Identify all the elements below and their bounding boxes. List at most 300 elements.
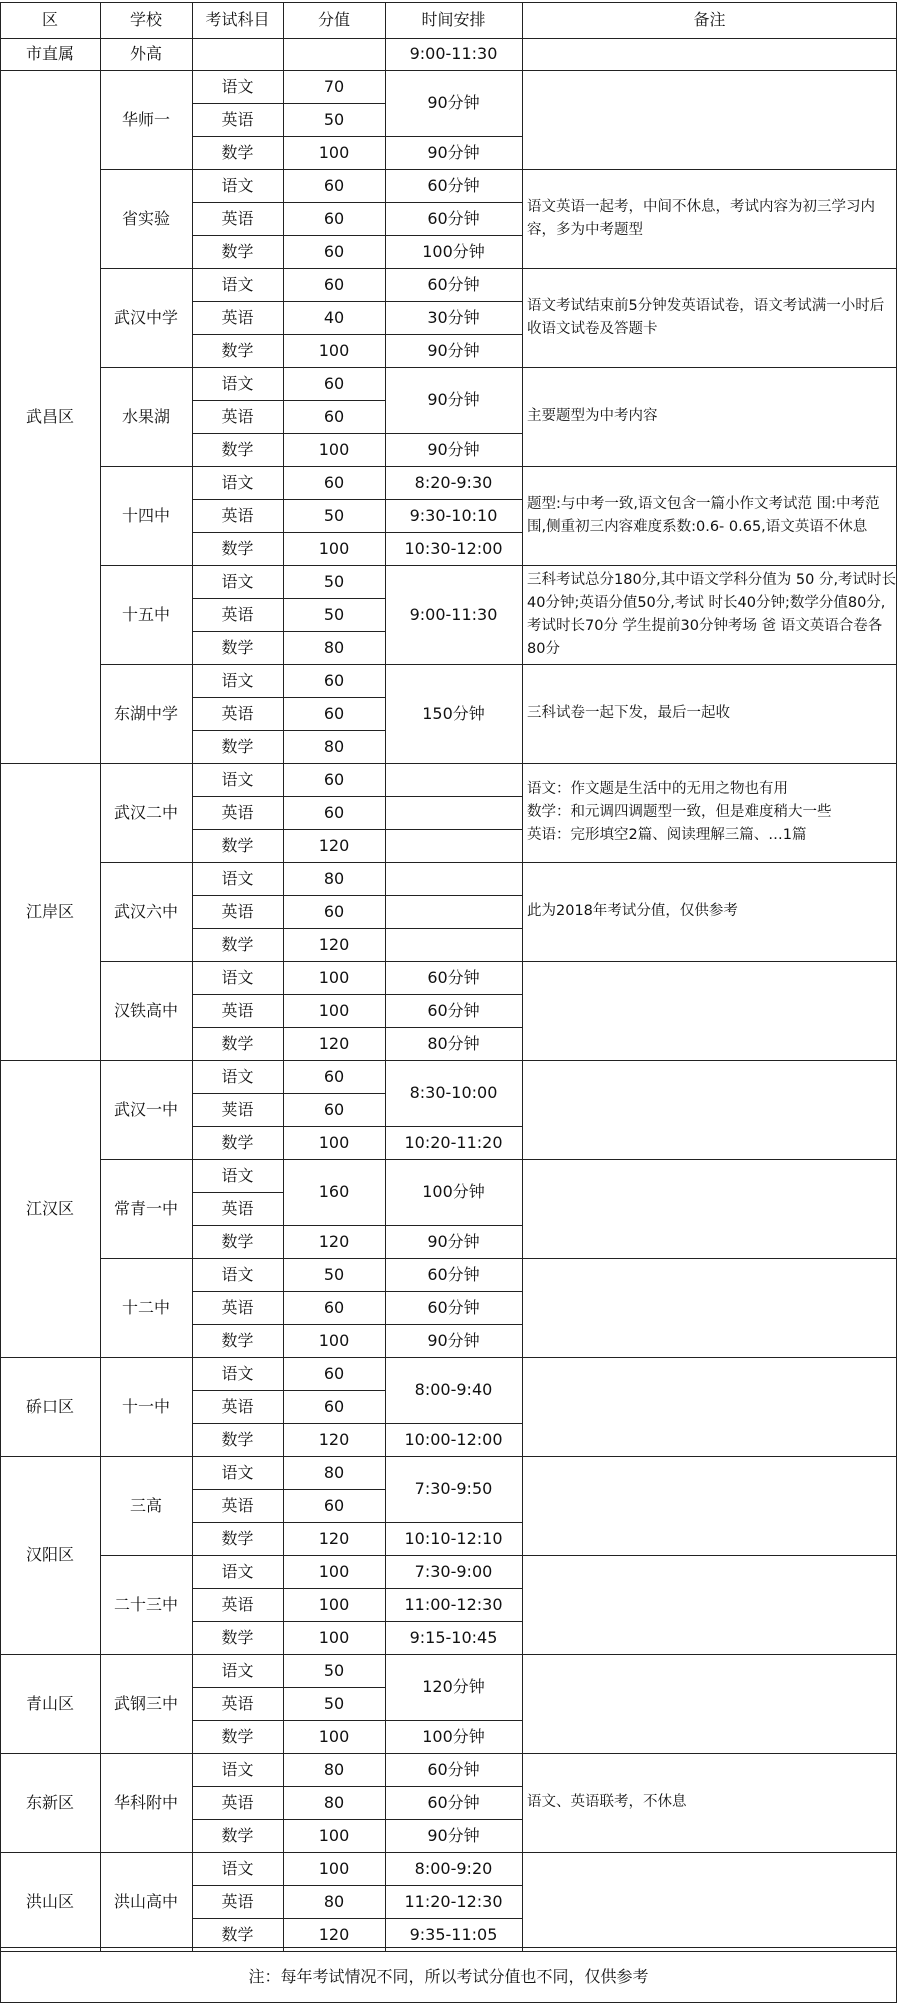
- table-rule: [192, 301, 283, 302]
- table-rule: [283, 1720, 385, 1721]
- note-cell: [523, 367, 897, 466]
- table-rule: [192, 1390, 283, 1391]
- table-rule: [192, 1489, 283, 1490]
- table-rule: [192, 1192, 283, 1193]
- subject-cell: 英语: [221, 505, 254, 525]
- score-cell: 60: [323, 1099, 345, 1119]
- subject-cell: 语文: [221, 571, 254, 591]
- time-cell: 90分钟: [427, 439, 480, 459]
- table-rule: [192, 1819, 283, 1820]
- district-cell: 硚口区: [25, 1396, 74, 1416]
- subject-cell: 语文: [221, 1264, 254, 1284]
- subject-cell: 数学: [221, 1330, 254, 1350]
- score-cell: 100: [318, 538, 350, 558]
- table-rule: [283, 1918, 385, 1919]
- time-cell: 60分钟: [427, 175, 480, 195]
- score-cell: 60: [323, 1495, 345, 1515]
- school-cell: 二十三中: [113, 1594, 178, 1614]
- subject-cell: 语文: [221, 1561, 254, 1581]
- table-rule: [283, 136, 385, 137]
- score-cell: 60: [323, 373, 345, 393]
- table-rule: [100, 1159, 897, 1160]
- table-rule: [283, 400, 385, 401]
- school-cell: 华师一: [121, 109, 170, 129]
- score-cell: 60: [323, 1297, 345, 1317]
- table-rule: [100, 565, 897, 566]
- subject-cell: 数学: [221, 1033, 254, 1053]
- school-cell: 汉铁高中: [113, 1000, 178, 1020]
- school-cell: 武汉六中: [113, 901, 178, 921]
- score-cell: 100: [318, 1858, 350, 1878]
- note-cell: [523, 565, 897, 664]
- table-rule: [192, 1786, 283, 1787]
- subject-cell: 数学: [221, 1825, 254, 1845]
- table-rule: [192, 136, 283, 137]
- score-cell: 50: [323, 1660, 345, 1680]
- table-rule: [385, 1225, 522, 1226]
- subject-cell: 英语: [221, 1495, 254, 1515]
- school-cell: 十五中: [121, 604, 170, 624]
- table-rule: [385, 433, 522, 434]
- score-cell: 60: [323, 472, 345, 492]
- time-cell: 8:30-10:00: [409, 1083, 498, 1102]
- subject-cell: 数学: [221, 835, 254, 855]
- subject-cell: 英语: [221, 1396, 254, 1416]
- subject-cell: 数学: [221, 1627, 254, 1647]
- table-rule: [283, 103, 385, 104]
- note-cell-text: 此为2018年考试分值，仅供参考: [527, 903, 738, 919]
- score-cell: 80: [323, 637, 345, 657]
- district-cell: 市直属: [25, 44, 74, 63]
- score-cell: 60: [323, 901, 345, 921]
- table-rule: [283, 1885, 385, 1886]
- table-rule: [192, 994, 283, 995]
- note-line: 英语：完形填空2篇、阅读理解三篇、…1篇: [527, 827, 807, 843]
- time-cell: 90分钟: [427, 93, 480, 112]
- subject-cell: 英语: [221, 703, 254, 723]
- note-cell-text: 三科试卷一起下发，最后一起收: [527, 705, 730, 721]
- subject-cell: 数学: [221, 340, 254, 360]
- score-cell: 100: [318, 1594, 350, 1614]
- score-cell: 70: [323, 76, 345, 96]
- school-cell: 十四中: [121, 505, 170, 525]
- subject-cell: 数学: [221, 538, 254, 558]
- score-cell: 120: [318, 1924, 350, 1944]
- school-cell: 三高: [129, 1495, 162, 1515]
- time-cell: 60分钟: [427, 1000, 480, 1020]
- time-cell: 30分钟: [427, 307, 480, 327]
- subject-cell: 英语: [221, 1000, 254, 1020]
- table-rule: [192, 829, 283, 830]
- score-cell: 100: [318, 1627, 350, 1647]
- note-cell-text: 语文、英语联考，不休息: [527, 1794, 687, 1810]
- table-rule: [100, 2, 101, 1951]
- table-rule: [283, 235, 385, 236]
- table-rule: [100, 367, 897, 368]
- table-rule: [385, 1126, 522, 1127]
- table-rule: [283, 598, 385, 599]
- subject-cell: 语文: [221, 769, 254, 789]
- table-rule: [283, 829, 385, 830]
- table-rule: [385, 1885, 522, 1886]
- score-cell: 60: [323, 241, 345, 261]
- time-cell: 11:20-12:30: [404, 1891, 503, 1911]
- table-rule: [522, 2, 523, 1951]
- time-cell: 150分钟: [422, 703, 485, 723]
- table-rule: [192, 103, 283, 104]
- table-rule: [192, 1324, 283, 1325]
- header-time: 时间安排: [421, 10, 486, 29]
- table-rule: [385, 235, 522, 236]
- subject-cell: 荚语: [221, 1099, 254, 1119]
- table-rule: [192, 235, 283, 236]
- table-rule: [283, 1489, 385, 1490]
- score-cell: 60: [323, 670, 345, 690]
- table-rule: [385, 796, 522, 797]
- table-rule: [283, 2, 284, 1951]
- subject-cell: 数学: [221, 1132, 254, 1152]
- table-rule: [192, 2, 193, 1951]
- table-rule: [192, 1918, 283, 1919]
- table-rule: [283, 730, 385, 731]
- table-rule: [283, 928, 385, 929]
- school-cell: 十二中: [121, 1297, 170, 1317]
- score-cell: 60: [323, 274, 345, 294]
- subject-cell: 语文: [221, 1462, 254, 1482]
- school-cell: 东湖中学: [113, 703, 178, 723]
- table-rule: [192, 532, 283, 533]
- subject-cell: 英语: [221, 1297, 254, 1317]
- table-rule: [283, 1786, 385, 1787]
- table-rule: [100, 1357, 897, 1358]
- table-rule: [283, 1522, 385, 1523]
- table-rule: [0, 38, 897, 39]
- score-cell: 100: [318, 1726, 350, 1746]
- table-rule: [283, 1819, 385, 1820]
- table-rule: [192, 1687, 283, 1688]
- table-rule: [385, 1423, 522, 1424]
- time-cell: 90分钟: [427, 1330, 480, 1350]
- time-cell: 7:30-9:00: [414, 1561, 493, 1581]
- table-rule: [385, 1918, 522, 1919]
- table-rule: [192, 433, 283, 434]
- table-rule: [283, 1027, 385, 1028]
- table-rule: [385, 1720, 522, 1721]
- time-cell: 90分钟: [427, 1231, 480, 1251]
- table-rule: [192, 1027, 283, 1028]
- subject-cell: 英语: [221, 1792, 254, 1812]
- subject-cell: 语文: [221, 373, 254, 393]
- score-cell: 40: [323, 307, 345, 327]
- district-cell: 武昌区: [25, 406, 74, 426]
- table-rule: [283, 499, 385, 500]
- score-cell: 100: [318, 439, 350, 459]
- score-cell: 100: [318, 1825, 350, 1845]
- subject-cell: 数学: [221, 1528, 254, 1548]
- score-cell: 120: [318, 934, 350, 954]
- subject-cell: 英语: [221, 1198, 254, 1218]
- score-cell: 120: [318, 1231, 350, 1251]
- note-cell: [523, 1753, 897, 1852]
- district-cell: 东新区: [25, 1792, 74, 1812]
- district-cell: 江汉区: [25, 1198, 74, 1218]
- time-cell: 60分钟: [427, 1264, 480, 1284]
- score-cell: 50: [323, 571, 345, 591]
- district-cell: 洪山区: [25, 1891, 74, 1911]
- note-line: 语文：作文题是生活中的无用之物也有用: [527, 781, 788, 797]
- school-cell: 武钢三中: [113, 1693, 178, 1713]
- school-cell: 常青一中: [113, 1198, 178, 1218]
- table-rule: [192, 631, 283, 632]
- score-cell: 80: [323, 1759, 345, 1779]
- subject-cell: 数学: [221, 142, 254, 162]
- subject-cell: 语文: [221, 670, 254, 690]
- score-cell: 60: [323, 1396, 345, 1416]
- table-rule: [385, 499, 522, 500]
- score-cell: 120: [318, 1528, 350, 1548]
- header-score: 分值: [317, 10, 350, 29]
- table-rule: [0, 2, 1, 1951]
- score-cell: 100: [318, 1561, 350, 1581]
- score-cell: 80: [323, 1891, 345, 1911]
- table-rule: [100, 763, 897, 764]
- table-rule: [283, 697, 385, 698]
- table-rule: [283, 1588, 385, 1589]
- table-rule: [192, 202, 283, 203]
- table-rule: [192, 730, 283, 731]
- note-cell-text: 主要题型为中考内容: [527, 408, 658, 424]
- table-rule: [283, 1225, 385, 1226]
- school-cell: 外高: [129, 44, 162, 63]
- table-rule: [192, 400, 283, 401]
- table-rule: [385, 532, 522, 533]
- score-cell: 120: [318, 835, 350, 855]
- table-rule: [283, 631, 385, 632]
- table-rule: [283, 1093, 385, 1094]
- note-line: 数学：和元调四调题型一致，但是难度稍大一些: [527, 804, 832, 820]
- time-cell: 9:00-11:30: [409, 604, 498, 624]
- time-cell: 60分钟: [427, 274, 480, 294]
- score-cell: 60: [323, 175, 345, 195]
- table-rule: [385, 1819, 522, 1820]
- score-cell: 120: [318, 1033, 350, 1053]
- school-cell: 华科附中: [113, 1792, 178, 1812]
- note-cell: [523, 862, 897, 961]
- table-rule: [100, 961, 897, 962]
- time-cell: 9:15-10:45: [409, 1627, 498, 1647]
- subject-cell: 英语: [221, 1693, 254, 1713]
- subject-cell: 英语: [221, 802, 254, 822]
- district-cell: 汉阳区: [25, 1545, 74, 1564]
- table-rule: [100, 169, 897, 170]
- note-cell-text: 语文英语一起考，中间不休息，考试内容为初三学习内容，多为中考题型: [527, 198, 875, 238]
- table-rule: [192, 895, 283, 896]
- table-rule: [192, 1126, 283, 1127]
- note-cell: [523, 466, 897, 565]
- subject-cell: 语文: [221, 1066, 254, 1086]
- subject-cell: 数学: [221, 1429, 254, 1449]
- time-cell: 7:30-9:50: [414, 1479, 493, 1498]
- table-rule: [283, 1390, 385, 1391]
- table-rule: [385, 1786, 522, 1787]
- table-rule: [385, 334, 522, 335]
- subject-cell: 语文: [221, 1858, 254, 1878]
- score-cell: 100: [318, 340, 350, 360]
- time-cell: 10:30-12:00: [404, 538, 503, 558]
- table-rule: [283, 1687, 385, 1688]
- time-cell: 60分钟: [427, 1297, 480, 1317]
- table-rule: [283, 202, 385, 203]
- header-note: 备注: [693, 10, 726, 29]
- table-rule: [385, 895, 522, 896]
- table-rule: [192, 1720, 283, 1721]
- note-cell-text: 语文考试结束前5分钟发英语试卷，语文考试满一小时后收语文试卷及答题卡: [527, 297, 885, 337]
- score-cell: 80: [323, 736, 345, 756]
- time-cell: 8:20-9:30: [414, 472, 493, 492]
- table-rule: [192, 1423, 283, 1424]
- table-rule: [385, 1522, 522, 1523]
- table-rule: [192, 1225, 283, 1226]
- school-cell: 十一中: [121, 1396, 170, 1416]
- time-cell: 60分钟: [427, 1759, 480, 1779]
- subject-cell: 语文: [221, 274, 254, 294]
- header-subject: 考试科目: [205, 10, 270, 29]
- table-rule: [283, 796, 385, 797]
- time-cell: 10:20-11:20: [404, 1132, 503, 1152]
- table-rule: [100, 664, 897, 665]
- table-rule: [192, 1522, 283, 1523]
- subject-cell: 语文: [221, 967, 254, 987]
- header-school: 学校: [129, 10, 162, 29]
- time-cell: 9:00-11:30: [409, 44, 498, 63]
- score-cell: 50: [323, 1693, 345, 1713]
- subject-cell: 英语: [221, 1891, 254, 1911]
- district-cell: 江岸区: [25, 901, 74, 921]
- time-cell: 9:30-10:10: [409, 505, 498, 525]
- subject-cell: 数学: [221, 1924, 254, 1944]
- time-cell: 60分钟: [427, 967, 480, 987]
- score-cell: 60: [323, 769, 345, 789]
- score-cell: 60: [323, 1363, 345, 1383]
- table-rule: [385, 2, 386, 1951]
- footer-note: 注：每年考试情况不同，所以考试分值也不同，仅供参考: [248, 1966, 649, 1986]
- subject-cell: 数学: [221, 241, 254, 261]
- table-rule: [192, 928, 283, 929]
- table-rule: [283, 1126, 385, 1127]
- time-cell: 90分钟: [427, 340, 480, 360]
- time-cell: 120分钟: [422, 1677, 485, 1696]
- table-rule: [385, 994, 522, 995]
- subject-cell: 语文: [221, 868, 254, 888]
- table-rule: [100, 1258, 897, 1259]
- school-cell: 武汉中学: [113, 307, 178, 327]
- table-rule: [283, 301, 385, 302]
- subject-cell: 数学: [221, 934, 254, 954]
- table-rule: [283, 1324, 385, 1325]
- subject-cell: 语文: [221, 1759, 254, 1779]
- table-rule: [385, 136, 522, 137]
- table-rule: [385, 1621, 522, 1622]
- table-rule: [192, 697, 283, 698]
- table-rule: [192, 1588, 283, 1589]
- table-rule: [192, 334, 283, 335]
- score-cell: 100: [318, 1132, 350, 1152]
- table-rule: [192, 1093, 283, 1094]
- table-rule: [0, 2002, 897, 2003]
- note-cell: [523, 664, 897, 763]
- table-rule: [385, 829, 522, 830]
- table-rule: [100, 1654, 897, 1655]
- table-top-rule: [0, 2, 897, 3]
- subject-cell: 英语: [221, 109, 254, 129]
- subject-cell: 数学: [221, 439, 254, 459]
- subject-cell: 数学: [221, 1726, 254, 1746]
- table-rule: [100, 1753, 897, 1754]
- time-cell: 10:10-12:10: [404, 1528, 503, 1548]
- subject-cell: 数学: [221, 637, 254, 657]
- table-rule: [0, 1947, 897, 1948]
- school-cell: 洪山高中: [113, 1891, 178, 1911]
- subject-cell: 数学: [221, 1231, 254, 1251]
- table-rule: [385, 1027, 522, 1028]
- subject-cell: 语文: [221, 1363, 254, 1383]
- time-cell: 90分钟: [427, 390, 480, 409]
- score-cell: 80: [323, 1792, 345, 1812]
- table-rule: [100, 268, 897, 269]
- note-cell: [523, 763, 897, 862]
- table-rule: [385, 1588, 522, 1589]
- table-rule: [100, 1852, 897, 1853]
- table-rule: [385, 928, 522, 929]
- school-cell: 武汉二中: [113, 802, 178, 822]
- table-rule: [100, 1060, 897, 1061]
- district-cell: 青山区: [25, 1693, 74, 1713]
- table-rule: [283, 994, 385, 995]
- score-cell: 100: [318, 142, 350, 162]
- table-rule: [192, 499, 283, 500]
- score-cell: 120: [318, 1429, 350, 1449]
- table-rule: [283, 1423, 385, 1424]
- subject-cell: 数学: [221, 736, 254, 756]
- time-cell: 8:00-9:20: [414, 1858, 493, 1878]
- table-rule: [283, 433, 385, 434]
- score-cell: 100: [318, 1330, 350, 1350]
- score-cell: 50: [323, 1264, 345, 1284]
- note-cell: [523, 169, 897, 268]
- table-rule: [283, 334, 385, 335]
- note-cell: [523, 268, 897, 367]
- table-rule: [385, 301, 522, 302]
- table-rule: [100, 1456, 897, 1457]
- subject-cell: 英语: [221, 208, 254, 228]
- score-cell: 50: [323, 505, 345, 525]
- subject-cell: 语文: [221, 175, 254, 195]
- score-cell: 60: [323, 802, 345, 822]
- time-cell: 9:35-11:05: [409, 1924, 498, 1944]
- table-rule: [192, 598, 283, 599]
- time-cell: 10:00-12:00: [404, 1429, 503, 1449]
- table-rule: [283, 1621, 385, 1622]
- table-rule: [192, 796, 283, 797]
- table-rule: [0, 70, 897, 71]
- table-rule: [100, 1555, 897, 1556]
- score-cell: 50: [323, 109, 345, 129]
- note-cell-text: 题型:与中考一致,语文包含一篇小作文考试范 围:中考范围,侧重初三内容难度系数:0.6- 0.65,语文英语不休息: [527, 495, 880, 535]
- header-district: 区: [41, 10, 58, 29]
- score-cell: 80: [323, 868, 345, 888]
- time-cell: 90分钟: [427, 1825, 480, 1845]
- subject-cell: 语文: [221, 76, 254, 96]
